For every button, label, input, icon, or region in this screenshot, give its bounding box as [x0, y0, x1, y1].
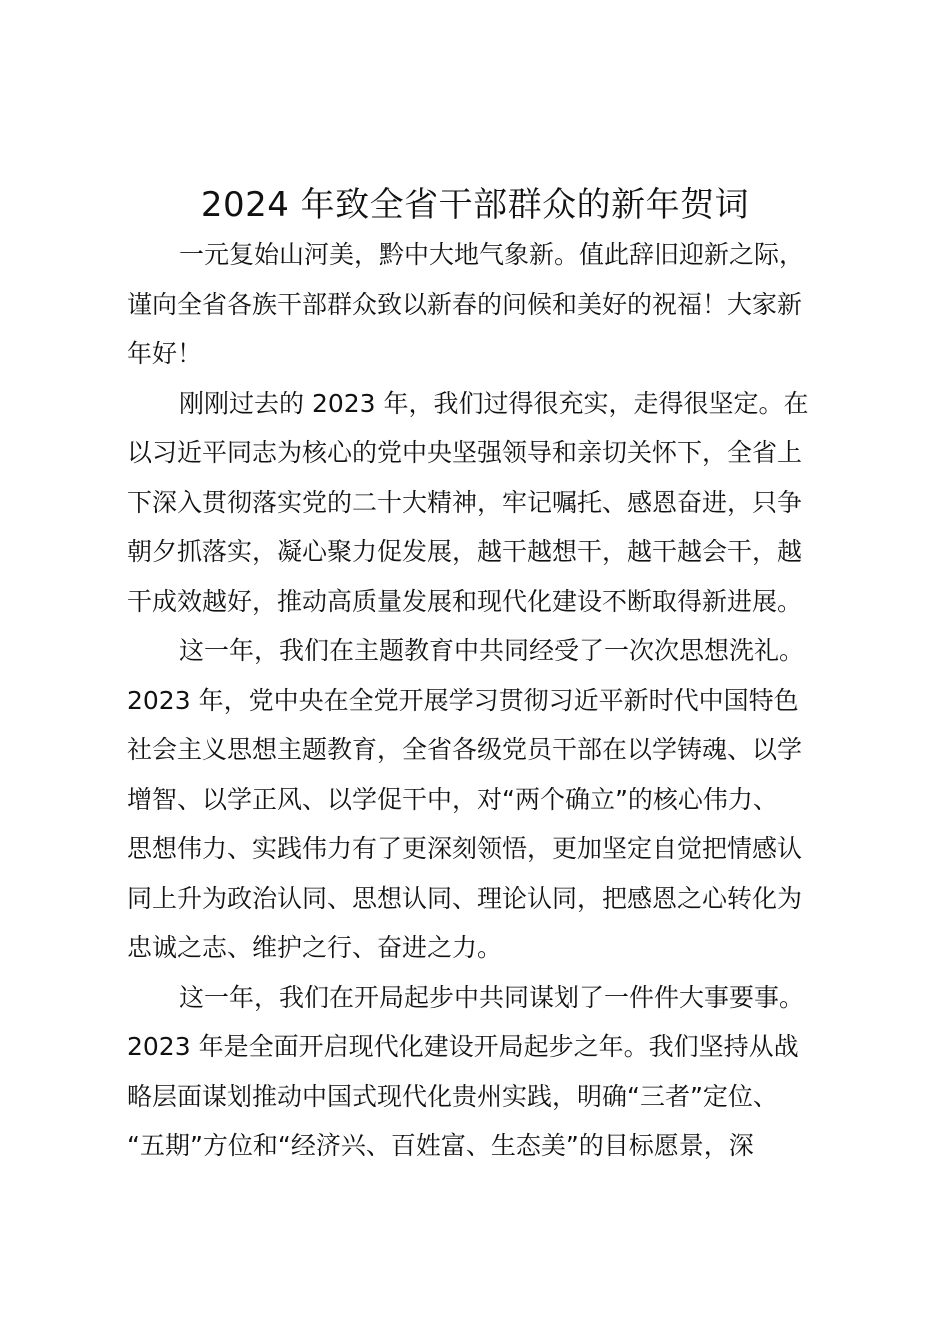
text-line: 这一年，我们在开局起步中共同谋划了一件件大事要事。	[179, 982, 805, 1012]
text-line: 社会主义思想主题教育，全省各级党员干部在以学铸魂、以学	[127, 735, 803, 764]
document-title: 2024 年致全省干部群众的新年贺词	[200, 185, 750, 225]
text-line: 下深入贯彻落实党的二十大精神，牢记嘱托、感恩奋进，只争	[127, 487, 803, 517]
text-line: 朝夕抓落实，凝心聚力促发展，越干越想干，越干越会干，越	[127, 537, 803, 566]
text-line: 一元复始山河美，黔中大地气象新。值此辞旧迎新之际，	[179, 240, 805, 269]
text-line: 思想伟力、实践伟力有了更深刻领悟，更加坚定自觉把情感认	[127, 834, 803, 863]
text-line: 增智、以学正风、以学促干中，对“两个确立”的核心伟力、	[127, 784, 778, 814]
text-line: 略层面谋划推动中国式现代化贵州实践，明确“三者”定位、	[127, 1081, 778, 1111]
text-line: 忠诚之志、维护之行、奋进之力。	[127, 933, 503, 962]
text-line: 年好！	[127, 339, 203, 368]
text-line: 以习近平同志为核心的党中央坚强领导和亲切关怀下，全省上	[127, 438, 803, 467]
text-line: 同上升为政治认同、思想认同、理论认同，把感恩之心转化为	[127, 883, 803, 913]
text-line: 2023 年是全面开启现代化建设开局起步之年。我们坚持从战	[127, 1032, 799, 1061]
text-line: 这一年，我们在主题教育中共同经受了一次次思想洗礼。	[179, 636, 805, 665]
text-line: 谨向全省各族干部群众致以新春的问候和美好的祝福！大家新	[127, 289, 803, 319]
document-body	[127, 230, 837, 1171]
text-line: 干成效越好，推动高质量发展和现代化建设不断取得新进展。	[127, 586, 803, 616]
text-line: 2023 年，党中央在全党开展学习贯彻习近平新时代中国特色	[127, 685, 799, 715]
text-line: 刚刚过去的 2023 年，我们过得很充实，走得很坚定。在	[179, 388, 809, 418]
text-line: “五期”方位和“经济兴、百姓富、生态美”的目标愿景，深	[127, 1131, 754, 1160]
